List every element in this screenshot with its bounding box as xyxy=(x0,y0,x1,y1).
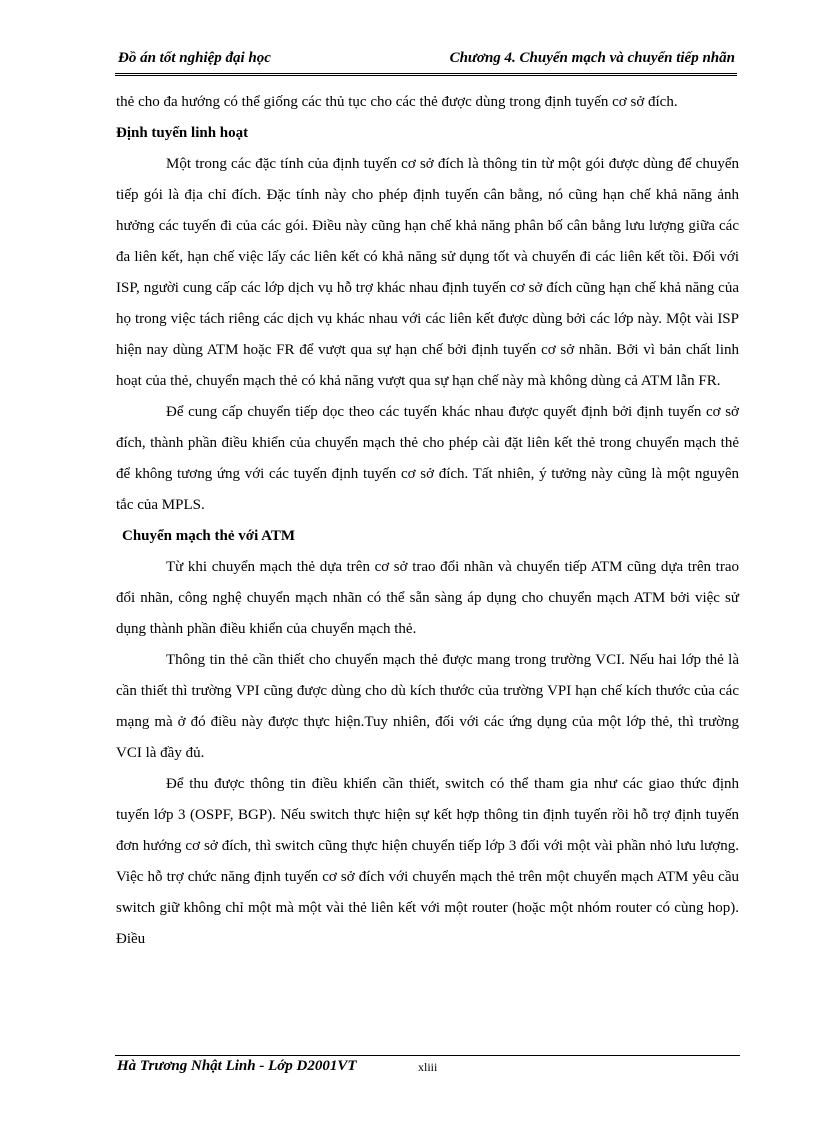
footer-divider xyxy=(115,1055,740,1056)
page-header xyxy=(115,48,737,72)
paragraph: Một trong các đặc tính của định tuyến cơ sở đích là thông tin từ một gói được dùng để chuyển tiếp gói là địa chỉ đích. Đặc tính này cho phép định tuyến cân bằng, nó cũng hạn chế khả năng ảnh hưởng các tuyến đi của các gói. Điều này cũng hạn chế khả năng phân bố cân bằng lưu lượng giữa các đa liên kết, hạn chế việc lấy các liên kết có khả năng sử dụng tốt và chuyển đi các liên kết tồi. Đối với ISP, người cung cấp các lớp dịch vụ hỗ trợ khác nhau định tuyến cơ sở đích cũng hạn chế khả năng của họ trong việc tách riêng các dịch vụ khác nhau với các liên kết được dùng bởi các lớp này. Một vài ISP hiện nay dùng ATM hoặc FR để vượt qua sự hạn chế bởi định tuyến cơ sở nhãn. Bởi vì bản chất linh hoạt của thẻ, chuyển mạch thẻ có khả năng vượt qua sự hạn chế này mà không dùng cả ATM lẫn FR. xyxy=(116,156,739,389)
page-body xyxy=(116,87,739,955)
page-footer xyxy=(115,1058,740,1080)
paragraph: Để cung cấp chuyển tiếp dọc theo các tuyến khác nhau được quyết định bởi định tuyến cơ sở đích, thành phần điều khiển của chuyển mạch thẻ cho phép cài đặt liên kết thẻ trong chuyển mạch thẻ để không tương ứng với các tuyến định tuyến cơ sở đích. Tất nhiên, ý tưởng này cũng là một nguyên tắc của MPLS. xyxy=(116,404,739,513)
paragraph: Từ khi chuyển mạch thẻ dựa trên cơ sở trao đổi nhãn và chuyển tiếp ATM cũng dựa trên trao đổi nhãn, công nghệ chuyển mạch nhãn có thể sẵn sàng áp dụng cho chuyển mạch ATM bởi việc sử dụng thành phần điều khiển của chuyển mạch thẻ. xyxy=(116,559,739,637)
footer-author: Hà Trương Nhật Linh - Lớp D2001VT xyxy=(117,1058,357,1074)
header-document-title: Đồ án tốt nghiệp đại học xyxy=(118,50,271,66)
header-chapter-title: Chương 4. Chuyển mạch và chuyển tiếp nhãn xyxy=(449,50,735,66)
paragraph: Để thu được thông tin điều khiển cần thiết, switch có thể tham gia như các giao thức định tuyến lớp 3 (OSPF, BGP). Nếu switch thực hiện sự kết hợp thông tin định tuyến rồi hỗ trợ định tuyến đơn hướng cơ sở đích, thì switch cũng thực hiện chuyển tiếp lớp 3 đối với một vài phần nhỏ lưu lượng. Việc hỗ trợ chức năng định tuyến cơ sở đích với chuyển mạch thẻ trên một chuyển mạch ATM yêu cầu switch giữ không chỉ một mà một vài thẻ liên kết với một router (hoặc một nhóm router có cùng hop). Điều xyxy=(116,776,739,947)
paragraph-continuation: thẻ cho đa hướng có thể giống các thủ tục cho các thẻ được dùng trong định tuyến cơ sở đích. xyxy=(116,94,678,110)
section-heading-tag-switching-atm: Chuyển mạch thẻ với ATM xyxy=(122,528,296,544)
header-divider xyxy=(115,73,737,76)
page-number: xliii xyxy=(418,1060,438,1074)
paragraph: Thông tin thẻ cần thiết cho chuyển mạch thẻ được mang trong trường VCI. Nếu hai lớp thẻ là cần thiết thì trường VPI cũng được dùng cho dù kích thước của trường VPI hạn chế kích thước của các mạng mà ở đó điều này được thực hiện.Tuy nhiên, đối với các ứng dụng của một lớp thẻ, thì trường VCI là đầy đủ. xyxy=(116,652,739,761)
section-heading-flexible-routing: Định tuyến linh hoạt xyxy=(116,125,249,141)
